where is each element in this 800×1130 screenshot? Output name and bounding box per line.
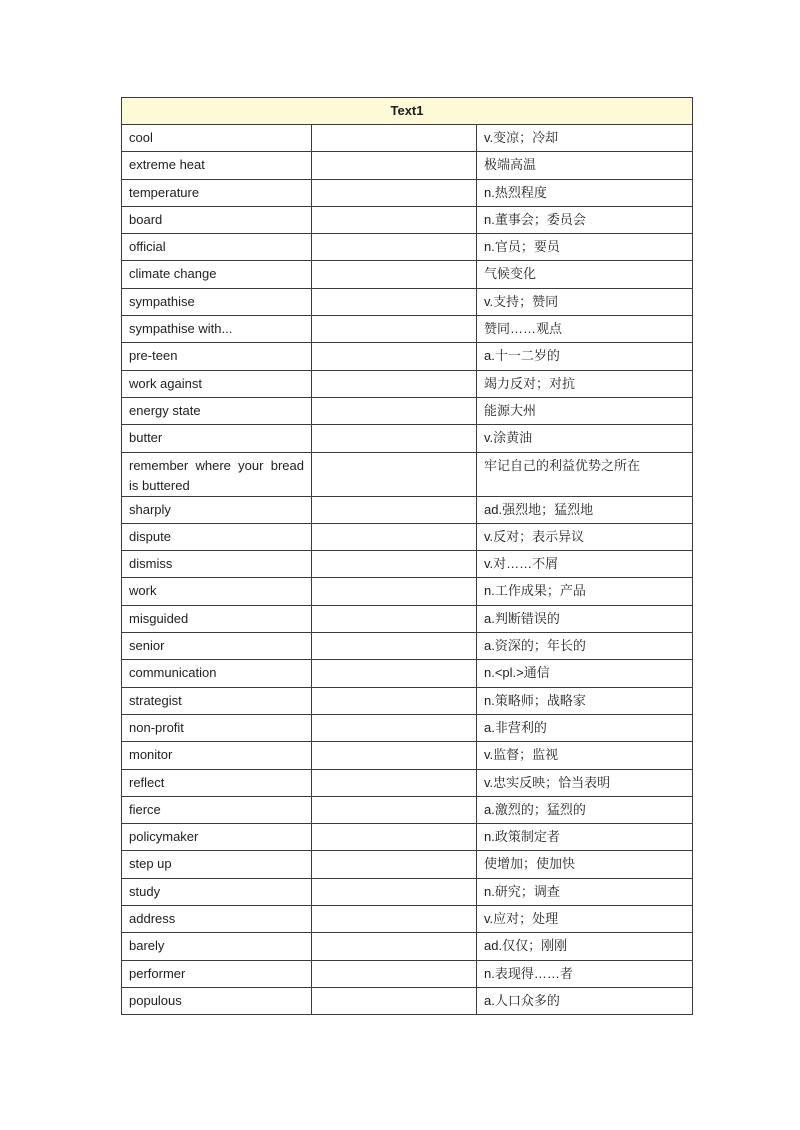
vocab-row	[122, 878, 693, 905]
word-cell: butter	[122, 425, 312, 452]
word-cell: sympathise	[122, 288, 312, 315]
vocab-row	[122, 933, 693, 960]
blank-cell	[312, 796, 477, 823]
blank-cell	[312, 425, 477, 452]
blank-cell	[312, 605, 477, 632]
vocab-row	[122, 769, 693, 796]
meaning-cell: v.变凉；冷却	[477, 125, 693, 152]
vocab-row	[122, 578, 693, 605]
vocab-row	[122, 125, 693, 152]
meaning-cell: n.表现得……者	[477, 960, 693, 987]
meaning-cell: 竭力反对；对抗	[477, 370, 693, 397]
vocab-row	[122, 152, 693, 179]
meaning-cell: 能源大州	[477, 397, 693, 424]
meaning-cell: v.支持；赞同	[477, 288, 693, 315]
vocab-row	[122, 179, 693, 206]
meaning-cell: 赞同……观点	[477, 316, 693, 343]
word-cell: sharply	[122, 496, 312, 523]
meaning-cell: a.判断错误的	[477, 605, 693, 632]
meaning-cell: 牢记自己的利益优势之所在	[477, 452, 693, 496]
meaning-cell: n.工作成果；产品	[477, 578, 693, 605]
word-cell: remember where your bread is buttered	[122, 452, 312, 496]
vocab-row	[122, 261, 693, 288]
word-cell: climate change	[122, 261, 312, 288]
blank-cell	[312, 496, 477, 523]
vocab-row	[122, 452, 693, 496]
blank-cell	[312, 452, 477, 496]
vocab-row	[122, 343, 693, 370]
vocab-row	[122, 987, 693, 1014]
meaning-cell: a.资深的；年长的	[477, 633, 693, 660]
word-cell: senior	[122, 633, 312, 660]
meaning-cell: n.热烈程度	[477, 179, 693, 206]
vocab-row	[122, 906, 693, 933]
word-cell: step up	[122, 851, 312, 878]
blank-cell	[312, 742, 477, 769]
vocab-row	[122, 633, 693, 660]
vocab-row	[122, 824, 693, 851]
blank-cell	[312, 960, 477, 987]
blank-cell	[312, 633, 477, 660]
word-cell: study	[122, 878, 312, 905]
word-cell: official	[122, 234, 312, 261]
word-cell: dispute	[122, 523, 312, 550]
vocab-row	[122, 551, 693, 578]
vocab-row	[122, 288, 693, 315]
blank-cell	[312, 660, 477, 687]
vocab-row	[122, 687, 693, 714]
word-cell: work against	[122, 370, 312, 397]
blank-cell	[312, 206, 477, 233]
table-header	[122, 98, 693, 125]
blank-cell	[312, 261, 477, 288]
word-cell: board	[122, 206, 312, 233]
vocab-row	[122, 851, 693, 878]
vocab-row	[122, 523, 693, 550]
word-cell: cool	[122, 125, 312, 152]
word-cell: dismiss	[122, 551, 312, 578]
meaning-cell: v.应对；处理	[477, 906, 693, 933]
word-cell: address	[122, 906, 312, 933]
word-cell: communication	[122, 660, 312, 687]
blank-cell	[312, 687, 477, 714]
meaning-cell: a.十一二岁的	[477, 343, 693, 370]
blank-cell	[312, 234, 477, 261]
blank-cell	[312, 343, 477, 370]
vocab-table	[121, 97, 693, 1015]
vocab-row	[122, 397, 693, 424]
meaning-cell: v.对……不屑	[477, 551, 693, 578]
table-title: Text1	[122, 98, 693, 125]
blank-cell	[312, 125, 477, 152]
vocab-row	[122, 206, 693, 233]
vocab-row	[122, 316, 693, 343]
vocab-row	[122, 425, 693, 452]
blank-cell	[312, 824, 477, 851]
blank-cell	[312, 714, 477, 741]
blank-cell	[312, 179, 477, 206]
blank-cell	[312, 551, 477, 578]
blank-cell	[312, 316, 477, 343]
meaning-cell: n.董事会；委员会	[477, 206, 693, 233]
vocab-row	[122, 796, 693, 823]
title-row	[122, 98, 693, 125]
meaning-cell: v.反对；表示异议	[477, 523, 693, 550]
word-cell: work	[122, 578, 312, 605]
word-cell: energy state	[122, 397, 312, 424]
blank-cell	[312, 288, 477, 315]
meaning-cell: a.人口众多的	[477, 987, 693, 1014]
meaning-cell: n.策略师；战略家	[477, 687, 693, 714]
word-cell: extreme heat	[122, 152, 312, 179]
vocab-row	[122, 496, 693, 523]
word-cell: fierce	[122, 796, 312, 823]
blank-cell	[312, 851, 477, 878]
blank-cell	[312, 152, 477, 179]
meaning-cell: v.涂黄油	[477, 425, 693, 452]
blank-cell	[312, 523, 477, 550]
blank-cell	[312, 578, 477, 605]
vocab-row	[122, 742, 693, 769]
meaning-cell: n.研究；调查	[477, 878, 693, 905]
word-cell: performer	[122, 960, 312, 987]
word-cell: populous	[122, 987, 312, 1014]
blank-cell	[312, 397, 477, 424]
vocab-row	[122, 370, 693, 397]
word-cell: policymaker	[122, 824, 312, 851]
word-cell: barely	[122, 933, 312, 960]
vocab-row	[122, 660, 693, 687]
meaning-cell: 使增加；使加快	[477, 851, 693, 878]
vocab-row	[122, 960, 693, 987]
meaning-cell: n.<pl.>通信	[477, 660, 693, 687]
meaning-cell: a.激烈的；猛烈的	[477, 796, 693, 823]
word-cell: sympathise with...	[122, 316, 312, 343]
blank-cell	[312, 878, 477, 905]
meaning-cell: v.忠实反映；恰当表明	[477, 769, 693, 796]
blank-cell	[312, 987, 477, 1014]
blank-cell	[312, 370, 477, 397]
vocab-body	[122, 125, 693, 1015]
meaning-cell: n.政策制定者	[477, 824, 693, 851]
word-cell: pre-teen	[122, 343, 312, 370]
word-cell: non-profit	[122, 714, 312, 741]
meaning-cell: ad.仅仅；刚刚	[477, 933, 693, 960]
meaning-cell: 气候变化	[477, 261, 693, 288]
word-cell: misguided	[122, 605, 312, 632]
meaning-cell: v.监督；监视	[477, 742, 693, 769]
meaning-cell: ad.强烈地；猛烈地	[477, 496, 693, 523]
blank-cell	[312, 906, 477, 933]
word-cell: temperature	[122, 179, 312, 206]
vocab-row	[122, 605, 693, 632]
blank-cell	[312, 933, 477, 960]
word-cell: monitor	[122, 742, 312, 769]
word-cell: strategist	[122, 687, 312, 714]
blank-cell	[312, 769, 477, 796]
word-cell: reflect	[122, 769, 312, 796]
meaning-cell: 极端高温	[477, 152, 693, 179]
meaning-cell: a.非营利的	[477, 714, 693, 741]
vocab-row	[122, 234, 693, 261]
meaning-cell: n.官员；要员	[477, 234, 693, 261]
vocab-row	[122, 714, 693, 741]
